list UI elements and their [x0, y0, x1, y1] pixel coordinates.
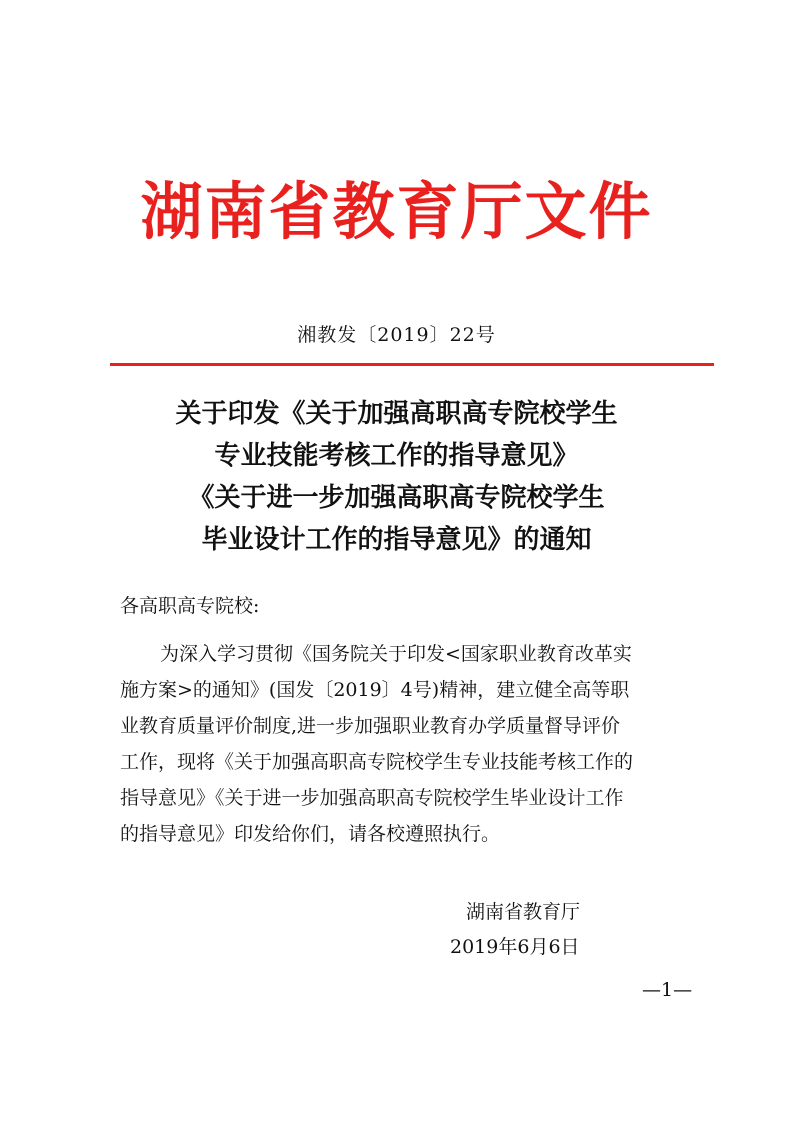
- body-line: 施方案>的通知》(国发〔2019〕4号)精神，建立健全高等职: [120, 679, 630, 701]
- body-line: 指导意见》《关于进一步加强高职高专院校学生毕业设计工作: [120, 787, 624, 809]
- document-masthead: 湖南省教育厅文件: [140, 175, 653, 248]
- document-title: [0, 393, 793, 561]
- issuer-signature: 湖南省教育厅: [466, 901, 581, 923]
- body-line: 的指导意见》印发给你们，请各校遵照执行。: [120, 823, 501, 845]
- title-line: 《关于进一步加强高职高专院校学生: [188, 483, 605, 513]
- issue-date: 2019年6月6日: [450, 936, 580, 958]
- title-line: 关于印发《关于加强高职高专院校学生: [175, 399, 618, 429]
- body-line: 业教育质量评价制度,进一步加强职业教育办学质量督导评价: [120, 715, 621, 737]
- body-line: 工作，现将《关于加强高职高专院校学生专业技能考核工作的: [120, 751, 634, 773]
- body-paragraph: [120, 636, 686, 852]
- title-line: 毕业设计工作的指导意见》的通知: [201, 525, 592, 555]
- salutation: 各高职高专院校:: [120, 595, 260, 617]
- title-line: 专业技能考核工作的指导意见》: [214, 441, 579, 471]
- page-number: —1—: [642, 979, 693, 1001]
- document-number: 湘教发〔2019〕22号: [297, 324, 496, 346]
- body-line: 为深入学习贯彻《国务院关于印发<国家职业教育改革实: [160, 643, 632, 665]
- red-separator-line: [110, 363, 714, 366]
